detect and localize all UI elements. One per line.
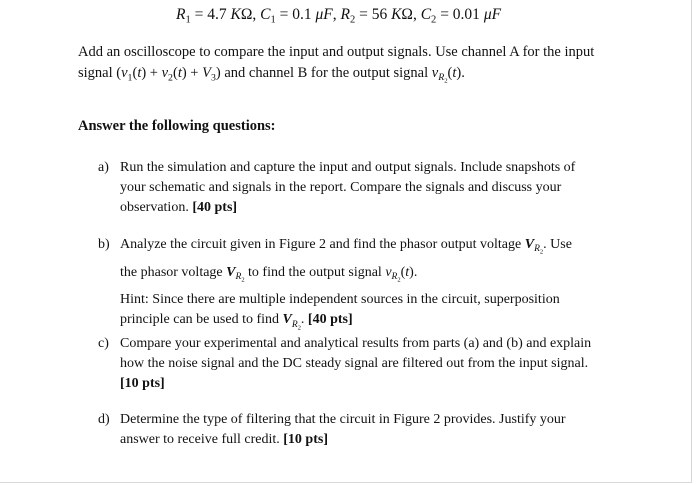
question-points: [40 pts] [307,312,353,328]
question-letter: b) [98,237,110,252]
question-c [98,334,598,394]
question-letter: d) [98,412,110,427]
intro-text-1: Add an oscilloscope to compare the input and output signals. Use channel A for the input signal [78,44,595,81]
question-b-hint: Hint: Since there are multiple independent sources in the circuit, superposition principle can be used to find $V_{R_2}$. [40 pts] [120,292,560,331]
question-letter: c) [98,336,109,351]
question-text: Determine the type of filtering that the circuit in Figure 2 provides. Justify your answer to receive full credit. [120,412,566,447]
question-points: [10 pts] [283,432,328,447]
question-letter: a) [98,160,109,175]
question-text: Compare your experimental and analytical results from parts (a) and (b) and explain how the noise signal and the DC steady signal are filtered out from the input signal. [120,336,592,371]
intro-text-3: . [461,65,465,81]
question-b-line2: the phasor voltage $V_{R_2}$ to find the output signal $v_{R_2}(t)$. [120,264,418,284]
questions-heading: Answer the following questions: [78,118,276,134]
question-a [98,158,598,218]
output-signal-expression: $v_{R_2}(t)$ [431,65,462,85]
question-b [98,235,598,338]
question-d [98,410,598,450]
intro-text-2: and channel B for the output signal [220,65,432,81]
question-points: [40 pts] [192,200,238,215]
question-text: Run the simulation and capture the input and output signals. Include snapshots of your schematic and signals in the report. Compare the signals and discuss your observation. [120,160,576,215]
question-points: [10 pts] [120,376,165,391]
component-values-formula: $R_1 = 4.7$ KΩ, $C_1 = 0.1$ μF, $R_2 = 56$ KΩ, $C_2 = 0.01$ μF [176,6,502,26]
oscilloscope-instructions [78,42,618,92]
input-signal-expression: $(v_1(t) + v_2(t) + V_3)$ [116,65,221,84]
question-b-line1: Analyze the circuit given in Figure 2 and find the phasor output voltage $V_{R_2}$. Use [120,237,572,256]
